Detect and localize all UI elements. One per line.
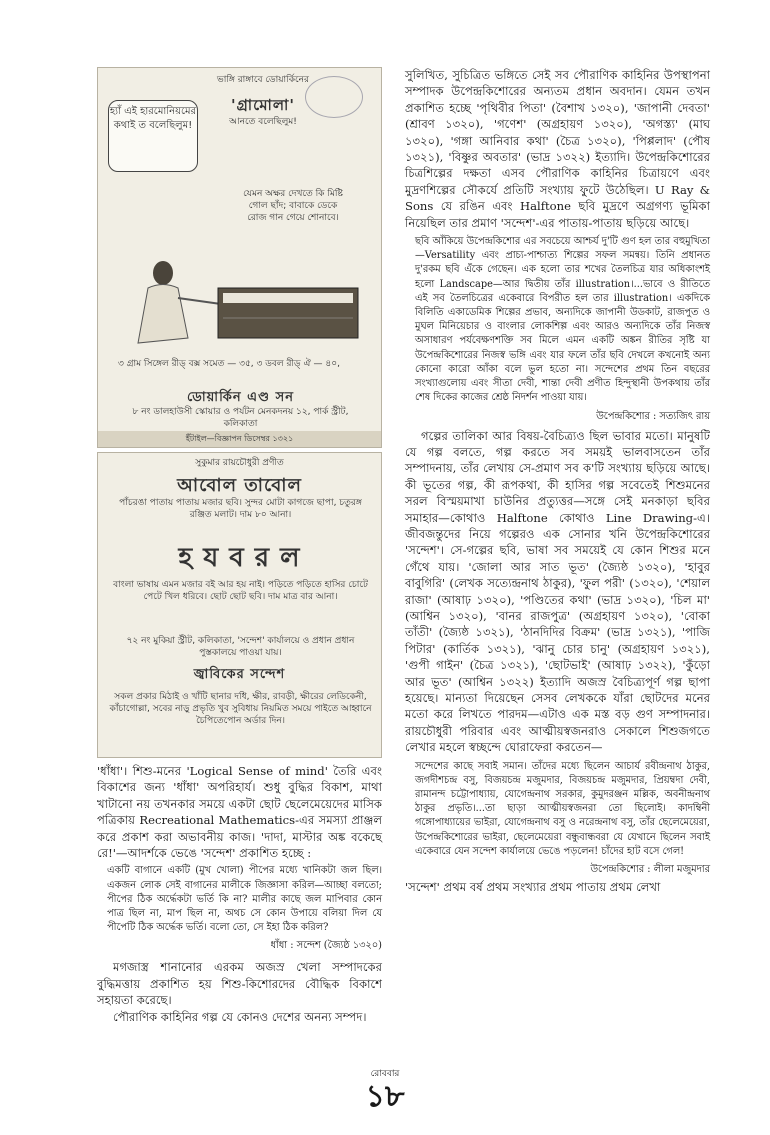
right-caption: 'সন্দেশ' প্রথম বর্ষ প্রথম সংখ্যার প্রথম পাতায় প্রথম লেখা <box>405 880 661 895</box>
left-quote: একটি বাগানে একটি (মুখ খোলা) পীপের মধ্যে খানিকটা জল ছিল। একজন লোক সেই বাগানের মালীকে জিজ্ঞাসা করিল—আচ্ছা বলতো; পীপের ঠিক অর্দ্ধেকটা ভর্তি কি না? মালীর কাছে জল মাপিবার কোন পাত্র ছিল না, মাপ ছিল না, অথচ সে কোন উপায়ে বলিয়া দিল যে পীপেটি ঠিক অর্দ্ধেক ভর্তি। বলো তো, সে ইহা ঠিক করিল? <box>107 865 382 934</box>
page-footer <box>355 1068 415 1114</box>
ad2-header: সুকুমার রায়চৌধুরী প্রণীত <box>195 458 284 468</box>
left-paragraph-3: পৌরাণিক কাহিনির গল্প যে কোনও দেশের অনন্য সম্পদ। <box>113 1009 367 1024</box>
ad2-title-abol-tabol: আবোল তাবোল <box>177 475 302 496</box>
left-paragraph-2: মগজাস্ত্র শানানোর এরকম অজস্র খেলা সম্পাদকের বুদ্ধিমত্তায় প্রকাশিত হয় শিশু-কিশোরদের বৌদ্ধিক বিকাশে সহায়তা করেছে। <box>97 960 382 1008</box>
girl-playing-harmonium-illustration <box>108 243 373 353</box>
ad-prices: ৩ গ্রাম সিঙ্গেল রীড্ বক্স সমেত — ৩৫, ৩ ডবল রীড্ ঐ — ৪০, <box>118 359 340 369</box>
ad-tagline: আনতে বলেছিলুম! <box>229 117 297 127</box>
ad2-body-3: সকল প্রকার মিঠাই ও খাঁটি ছানার দধি, ক্ষীর, রাবড়ী, ক্ষীরের লেডিকেনী, কাঁচাগোল্লা, সবের নাড়ু প্রভৃতি খুব সুবিধায় নিয়মিত সময়ে পাইতে আহ্বানে চৈপিতেপোন অর্ডার দিন। <box>109 692 372 726</box>
ad-address: ৮ নং ডালহাউসী স্কোয়ার ও পর্যটন মেনকদনয় ১২, পার্ক স্ট্রীট, কলিকাতা <box>132 407 349 429</box>
ad2-body-2: বাংলা ভাষায় এমন মজার বই আর হয় নাই। পড়িতে পড়িতে হাসির চোটে পেটে খিল ধরিবে। ছোট ছোট ছবি। দাম মাত্র বার আনা। <box>113 580 368 602</box>
right-quote-2: সন্দেশের কাছে সবাই সমান। তাঁদের মধ্যে ছিলেন আচার্য রবীন্দ্রনাথ ঠাকুর, জগদীশচন্দ্র বসু, বিজয়চন্দ্র মজুমদার, বিজয়চন্দ্র মজুমদার, প্রিয়ম্বদা দেবী, রামানন্দ চট্টোপাধ্যায়, যোগেন্দ্রনাথ সরকার, কুমুদরঞ্জন মল্লিক, অবনীন্দ্রনাথ ঠাকুর প্রভৃতি।...তা ছাড়া আত্মীয়স্বজনরা তো ছিলোই। কাদম্বিনী গঙ্গোপাধ্যায়ের ভাইরা, যোগেন্দ্রনাথ বসু ও নরেন্দ্রনাথ বসু, তাঁর ছেলেমেয়েরা, উপেন্দ্রকিশোরের ভাইরা, ছেলেমেয়েরা বন্ধুবান্ধবরা যে যেখানে ছিলেন সবাই একেবারে যেন সন্দেশ কার্যালয়ে ভেঙে পড়লেন! চাঁদের হাট বসে গেল! <box>415 760 710 857</box>
ad2-body-1: পাঁচরঙা পাতায় পাতায় মজার ছবি। সুন্দর মোটা কাগজে ছাপা, চতুরঙ্গ রঞ্জিত মলাট। দাম ৮০ আনা। <box>119 498 362 520</box>
ad-company: ডোয়ার্কিন এণ্ড সন <box>187 390 294 405</box>
speech-bubble: হ্যাঁ এই হারমোনিয়মের কথাই ত বলেছিলুম! <box>108 100 198 172</box>
page-number: ১৮ <box>365 1079 405 1114</box>
right-quote-1: ছবি আঁকিয়ে উপেন্দ্রকিশোর এর সবচেয়ে আশ্চর্য দু'টি গুণ হল তার বহুমুখিতা—Versatility এবং প্রাচ্য-পাশ্চাত্য শিল্পের সফল সমন্বয়। তিনি প্রধানত দু'রকম ছবি এঁকে গেছেন। এক হলো তার শখের তৈলচিত্র যার অধিকাংশই হলো Landscape—আর দ্বিতীয় তাঁর illustration।...ভাবে ও রীতিতে এই সব তৈলচিত্রের একেবারে বিপরীত হল তার illustration। একদিকে বিলিতি একাডেমিক শিল্পের প্রভাব, অন্যদিকে জাপানী উডকাট, রাজপুত ও মুঘল মিনিয়েচার ও বাংলার লোকশিল্প এবং আরও অন্যদিকে তাঁর নিজস্ব অসাধারণ পর্যবেক্ষণশক্তি সব মিলে এমন একটি অঙ্কন রীতির সৃষ্টি যা উপেন্দ্রকিশোরের নিজস্ব ভঙ্গি এবং যার ফলে তাঁর ছবি দেখলে কখনোই অন্য কোনো কারো আঁকা বলে ভুল হতো না। সন্দেশের প্রথম তিন বছরের সংখ্যাগুলোয় এবং সীতা দেবী, শান্তা দেবী প্রণীত হিন্দুস্থানী উপকথায় তাঁর শেষ দিকের কাজের শ্রেষ্ঠ নিদর্শন পাওয়া যায়। <box>415 236 710 404</box>
books-advertisement <box>97 452 382 758</box>
ad2-title-hajabarala: হ য ব র ল <box>178 543 301 573</box>
ad-brand: 'গ্রামোলা' <box>230 96 295 114</box>
ad2-address: ৭২ নং মুকিয়া স্ট্রীট, কলিকাতা, 'সন্দেশ' কার্যালয়ে ও প্রধান প্রধান পুস্তকালয়ে পাওয়া যায়। <box>126 636 355 658</box>
magazine-label: রোববার <box>370 1069 400 1079</box>
ad-verse: যেমন অক্ষর দেখতে কি মিষ্টি গোল ছাঁদ; বাবাকে ডেকে রোজ গান গেয়ে শোনাবে। <box>243 189 343 223</box>
harmonium-advertisement <box>97 67 382 448</box>
left-quote-source: ধাঁধা : সন্দেশ (জ্যৈষ্ঠ ১৩২০) <box>270 940 382 952</box>
left-paragraph-1: 'ধাঁধা'। শিশু-মনের 'Logical Sense of mind' তৈরি এবং বিকাশের জন্য 'ধাঁধা' অপরিহার্য। শুধু বুদ্ধির বিকাশ, মাথা খাটানো নয় তখনকার সময়ে একটা ছোট ছেলেমেয়েদের মাসিক পত্রিকায় Recreational Mathematics-এর সমস্যা প্রাঞ্জল করে প্রকাশ করা অভাবনীয় কাজ। 'দাদা, মাস্টার অঙ্ক বকেছে রে!'—আদর্শকে ভেঙে 'সন্দেশ' প্রকাশিত হচ্ছে : <box>97 764 382 861</box>
right-quote-2-source: উপেন্দ্রকিশোর : লীলা মজুমদার <box>590 864 710 876</box>
ad-top-text: ভাঙ্গি রাঙ্গাবে ডোয়ার্কিনের <box>217 75 309 85</box>
ad-footer: ইঁটাইল—বিজ্ঞাপন ডিসেম্বর ১৩২১ <box>98 431 381 447</box>
right-paragraph-2: গল্পের তালিকা আর বিষয়-বৈচিত্র্যও ছিল ভাবার মতো। মানুষটি যে গল্প বলতে, গল্প করতে সব সময়ই ভালবাসতেন তাঁর সম্পাদনায়, তাঁর লেখায় সে-প্রমাণ সব ক'টি সংখ্যায় ছড়িয়ে আছে। কী ভূতের গল্প, কী রূপকথা, কী হাসির গল্প সবেতেই শিশুমনের সরল বিস্ময়মাখা চাউনির প্রত্যুত্তর—সঙ্গে সেই মনকাড়া ছবির সমাহার—কোথাও Halftone কোথাও Line Drawing-এ। জীবজন্তুদের নিয়ে গল্পেরও এক সোনার খনি উপেন্দ্রকিশোরের 'সন্দেশ'। সে-গল্পের ছবি, ভাষা সব সময়েই যে কোন শিশুর মনে গেঁথে যায়। 'জোলা আর সাত ভূত' (জ্যৈষ্ঠ ১৩২০), 'হাবুর বাবুগিরি' (লেখক সত্যেন্দ্রনাথ ঠাকুর), 'ফুল পরী' (১৩২০), 'শেয়াল রাজা' (আষাঢ় ১৩২০), 'পণ্ডিতের কথা' (ভাদ্র ১৩২০), 'চিল মা' (আশ্বিন ১৩২০), 'বানর রাজপুত্র' (অগ্রহায়ণ ১৩২০), 'বোকা তাঁতী' (জ্যৈষ্ঠ ১৩২১), 'ঠানদিদির বিক্রম' (ভাদ্র ১৩২১), 'পাজি পিটার' (কার্তিক ১৩২১), 'ঝানু চোর চানু' (অগ্রহায়ণ ১৩২১), 'গুপী গাইন' (চৈত্র ১৩২১), 'ছোটভাই' (আষাঢ় ১৩২২), 'কুঁড়ো আর ভূত' (আশ্বিন ১৩২২) ইত্যাদি অজস্র বৈচিত্র্যপূর্ণ গল্প ছাপা হয়েছে। মান্যতা দিয়েছেন সেসব লেখককে যাঁরা ছোটদের মনের মতো করে লিখতে পারদম—এটাও এক মস্ত বড় গুণ সম্পাদনার। রায়চৌধুরী পরিবার এবং আত্মীয়স্বজনরাও সেকালে শিশুজগতে লেখার মহলে স্বচ্ছন্দে ঘোরাফেরা করতেন— <box>405 428 710 755</box>
right-paragraph-1: সুলিখিত, সুচিত্রিত ভঙ্গিতে সেই সব পৌরাণিক কাহিনির উপস্থাপনা সম্পাদক উপেন্দ্রকিশোরের অন্যতম প্রধান অবদান। যেমন তখন প্রকাশিত হচ্ছে 'পৃথিবীর পিতা' (বৈশাখ ১৩২০), 'জাপানী দেবতা' (শ্রাবণ ১৩২০), 'গণেশ' (অগ্রহায়ণ ১৩২০), 'অগস্ত্য' (মাঘ ১৩২০), 'গঙ্গা আনিবার কথা' (চৈত্র ১৩২০), 'পিপ্পলাদ' (পৌষ ১৩২১), 'বিষ্ণুর অবতার' (ভাদ্র ১৩২২) ইত্যাদি। উপেন্দ্রকিশোরের চিত্রশিল্পের দক্ষতা এসব পৌরাণিক কাহিনির চিত্রায়ণে এবং মুদ্রণশিল্পের সৌকর্যে প্রতিটি সংখ্যায় ফুটে উঠেছিল। U Ray & Sons যে রঙিন এবং Halftone ছবি মুদ্রণে অগ্রগণ্য ভূমিকা নিয়েছিল তার প্রমাণ 'সন্দেশ'-এর পাতায়-পাতায় ছড়িয়ে আছে। <box>405 68 710 230</box>
right-column <box>405 67 710 895</box>
right-quote-1-source: উপেন্দ্রকিশোর : সত্যজিৎ রায় <box>596 410 710 422</box>
ad2-title-sandesh: জ্বাবিকের সন্দেশ <box>193 667 286 682</box>
left-column <box>97 763 382 1025</box>
